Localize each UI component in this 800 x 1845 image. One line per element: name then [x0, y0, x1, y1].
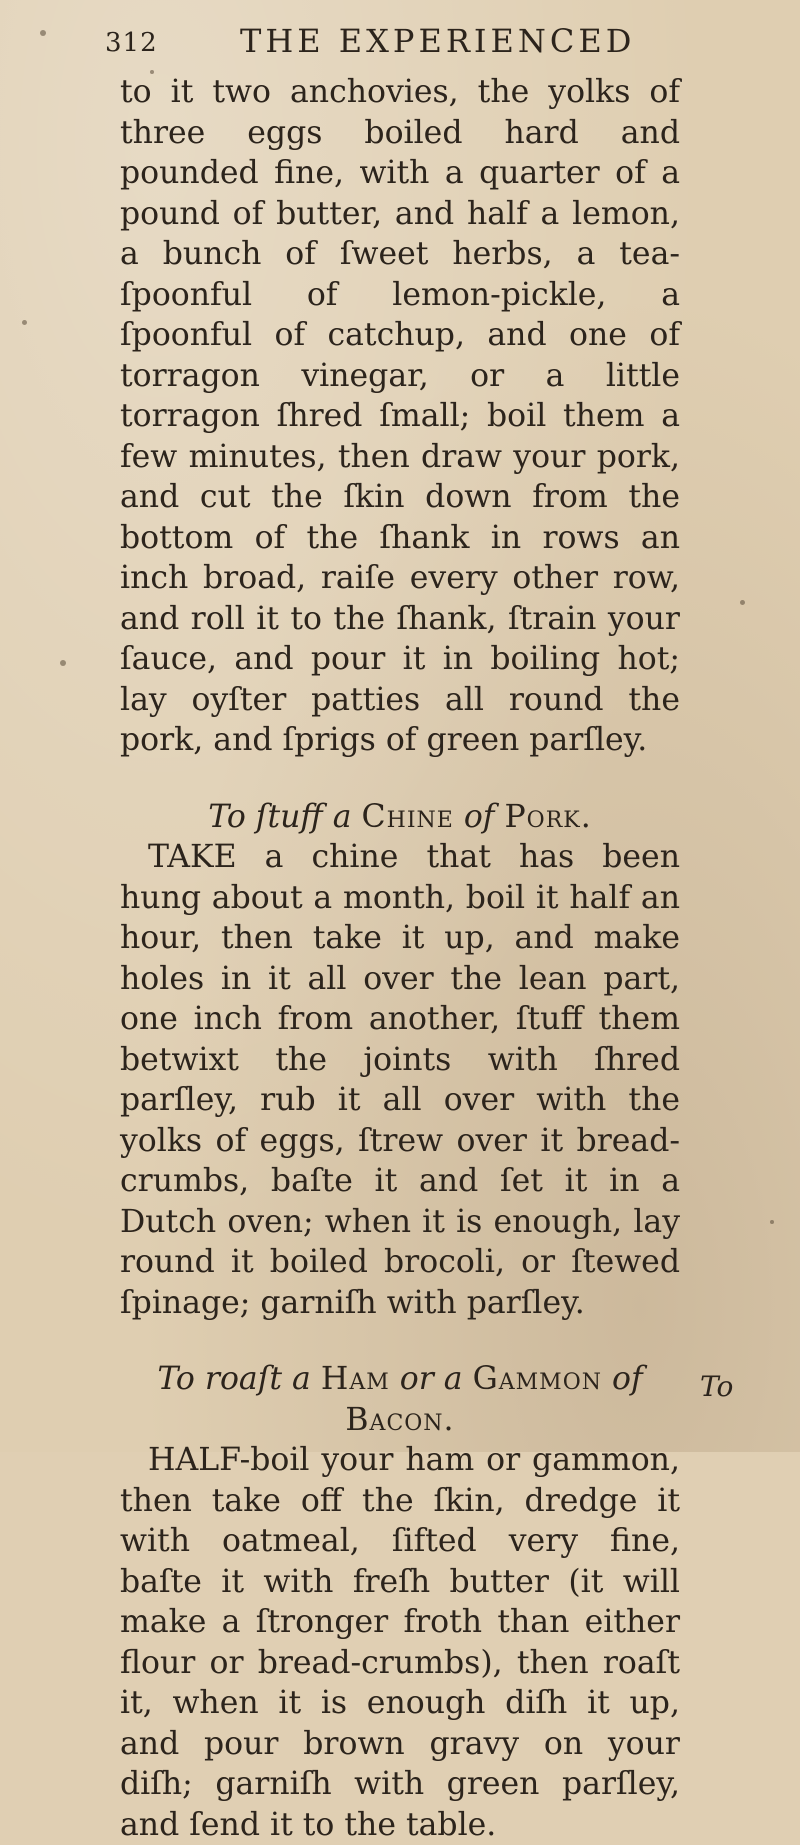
- title-caps: Ham: [320, 1361, 390, 1397]
- running-head: THE EXPERIENCED: [240, 22, 636, 60]
- title-prefix: To roaſt a: [157, 1361, 311, 1397]
- continuation-paragraph: to it two anchovies, the yolks of three eggs boiled hard and pounded fine, with a quarter of a pound of butter, and half a lemon, a bunch of ſweet herbs, a tea-ſpoonful of lemon-pickle, a ſpoonful of catchup, and one of torragon vinegar, or a little torragon ſhred ſmall; boil them a few minutes, then draw your pork, and cut the ſkin down from the bottom of the ſhank in rows an inch broad, raiſe every other row, and roll it to the ſhank, ſtrain your ſauce, and pour it in boiling hot; lay oyſter patties all round the pork, and ſprigs of green parſley.: [120, 74, 680, 758]
- recipe-chine-of-pork: TAKE a chine that has been hung about a month, boil it half an hour, then take it up, and make holes in it all over the lean part, one inch from another, ſtuff them betwixt the joints with ſhred parſley, rub it all over with the yolks of eggs, ſtrew over it bread-crumbs, baſte it and ſet it in a Dutch oven; when it is enough, lay round it boiled brocoli, or ſtewed ſpinage; garniſh with parſley.: [120, 839, 680, 1321]
- page-number: 312: [105, 28, 158, 58]
- page-header: [0, 22, 800, 62]
- page-body: [120, 72, 680, 1845]
- section-title-chine-of-pork: [120, 797, 680, 838]
- recipe-roast-ham: HALF-boil your ham or gammon, then take off the ſkin, dredge it with oatmeal, ſifted very fine, baſte it with freſh butter (it will make a ſtronger froth than either flour or bread-crumbs), then roaſt it, when it is enough diſh it up, and pour brown gravy on your diſh; garniſh with green parſley, and ſend it to the table.: [120, 1442, 680, 1843]
- title-suffix: of: [463, 798, 495, 835]
- title-suffix: or a: [399, 1361, 463, 1397]
- title-caps-2: Gammon: [472, 1361, 602, 1397]
- title-prefix: To ſtuff a: [208, 798, 352, 835]
- title-caps-2: Pork.: [504, 798, 592, 835]
- title-caps: Chine: [361, 798, 454, 835]
- catchword: To: [700, 1370, 734, 1403]
- title-suffix-2: of: [612, 1361, 643, 1397]
- section-title-roast-ham: [120, 1359, 680, 1440]
- title-caps-3: Bacon.: [345, 1401, 455, 1438]
